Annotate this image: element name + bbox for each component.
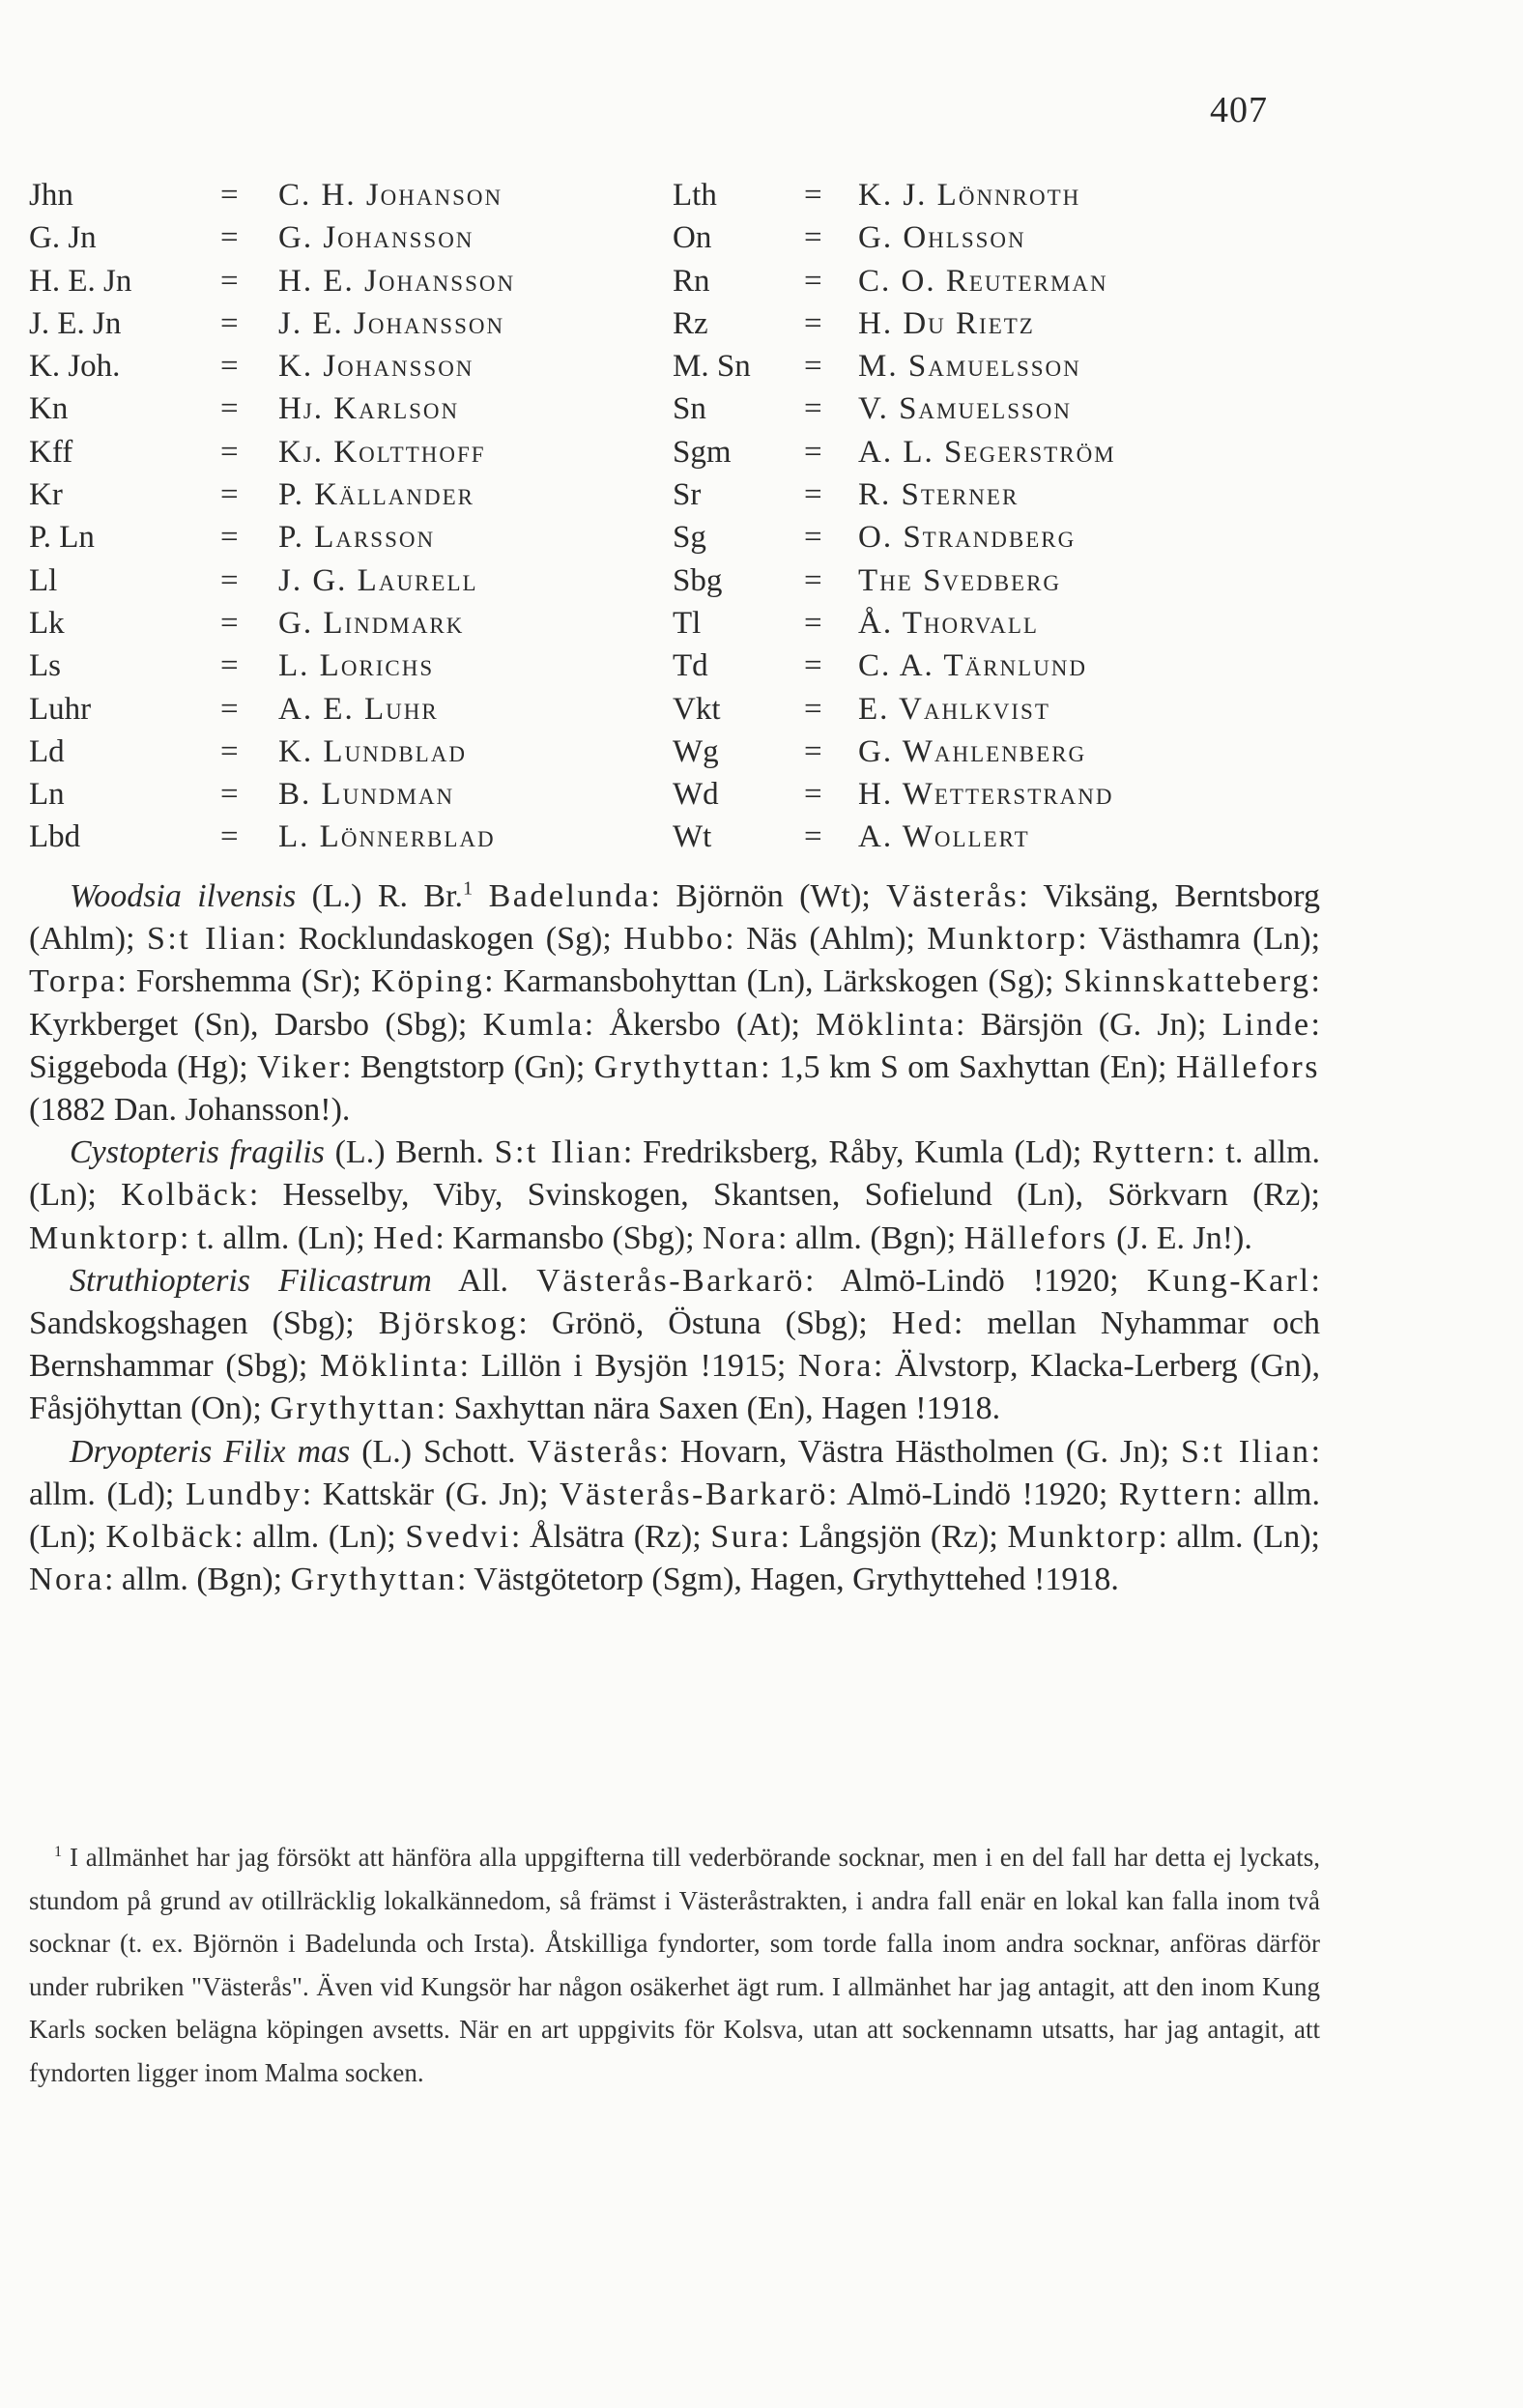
abbreviation-code: Lth [673,178,717,213]
abbreviation-code: On [673,220,712,256]
collector-name: J. G. Laurell [278,562,478,598]
collector-name: K. Lundblad [278,733,467,769]
collector-name: A. Wollert [858,819,1030,855]
collector-name: P. Larsson [278,520,436,556]
collector-name: H. Du Rietz [858,305,1035,341]
footnote-mark: 1 [54,1843,63,1860]
equals-sign: = [220,263,239,299]
equals-sign: = [220,220,239,256]
text: : allm. (Ln); [234,1519,406,1556]
equals-sign: = [220,434,239,470]
collector-name: H. Wetterstrand [858,777,1114,813]
collector-name: K. Johansson [278,349,474,385]
collector-name: Kj. Koltthoff [278,434,486,470]
equals-sign: = [804,648,822,684]
equals-sign: = [220,178,239,213]
author: All. [431,1262,537,1299]
text: : Ålsätra (Rz); [510,1519,711,1556]
equals-sign: = [804,220,822,256]
equals-sign: = [804,733,822,769]
abbreviation-code: Ls [29,648,61,684]
collector-name: P. Källander [278,477,474,513]
text: : Karmansbo (Sbg); [435,1219,704,1256]
text: : Älvstorp, Klacka-Lerberg (Gn), Fåsjöhyttan (On); [29,1348,1320,1427]
footnote-text [29,1836,1320,2094]
text: : Näs (Ahlm); [725,921,928,958]
equals-sign: = [220,605,239,641]
parish: Grythyttan [270,1390,437,1427]
parish: Nora [703,1219,778,1256]
entry-cystopteris [29,1132,1320,1260]
parish: Nora [797,1348,874,1385]
text: : Forshemma (Sr); [117,963,372,1000]
text: : allm. (Bgn); [778,1219,964,1256]
author: (L.) Schott. [350,1433,528,1470]
text: : Saxhyttan nära Saxen (En), Hagen !1918. [436,1390,1001,1427]
footnote-mark: 1 [463,877,474,900]
entry-woodsia [29,875,1320,1132]
abbreviation-code: Ln [29,777,65,813]
abbreviation-code: Kff [29,434,73,470]
abbreviation-code: Sbg [673,562,723,598]
abbreviation-code: Sr [673,477,702,513]
abbreviation-code: P. Ln [29,520,95,556]
text: : Bärsjön (G. Jn); [955,1006,1222,1043]
text: : Viksäng, Berntsborg (Ahlm); [29,878,1321,958]
abbreviation-code: Luhr [29,691,92,727]
species-name: Woodsia ilvensis [70,878,297,914]
text: : Hesselby, Viby, Svinskogen, Skantsen, Sofielund (Ln), Sörkvarn (Rz); [248,1177,1320,1214]
equals-sign: = [804,777,822,813]
text: : Bengtstorp (Gn); [342,1048,594,1085]
entry-dryopteris [29,1431,1320,1602]
collector-name: G. Ohlsson [858,220,1026,256]
collector-name: M. Samuelsson [858,349,1081,385]
species-name: Cystopteris fragilis [70,1134,325,1171]
abbreviation-code: Tl [673,605,702,641]
collector-name: R. Sterner [858,477,1020,513]
equals-sign: = [220,648,239,684]
abbreviation-code: H. E. Jn [29,263,132,299]
text: : Almö-Lindö !1920; [805,1262,1147,1299]
text: : Fredriksberg, Råby, Kumla (Ld); [622,1134,1093,1171]
equals-sign: = [220,777,239,813]
parish: S:t Ilian [1180,1433,1311,1470]
parish: Hed [891,1305,954,1342]
parish: Västerås-Barkarö [560,1476,828,1512]
abbreviation-code: Lk [29,605,65,641]
collector-name: B. Lundman [278,777,455,813]
abbreviation-table [0,174,1523,870]
abbreviation-code: Td [673,648,708,684]
equals-sign: = [804,819,822,855]
collector-name: V. Samuelsson [858,391,1073,427]
parish: Kolbäck [121,1177,249,1214]
parish: Västerås [886,878,1020,914]
equals-sign: = [804,605,822,641]
equals-sign: = [804,434,822,470]
abbreviation-code: Kn [29,391,69,427]
parish: Ryttern [1118,1476,1234,1512]
parish: Viker [257,1048,343,1085]
equals-sign: = [220,691,239,727]
collector-name: Hj. Karlson [278,391,460,427]
text: : t. allm. (Ln); [180,1219,374,1256]
parish: Sura [710,1519,781,1556]
text: : allm. (Ld); [29,1433,1321,1512]
page-number: 407 [1210,90,1268,130]
abbreviation-code: Ld [29,733,65,769]
parish: Västerås [527,1433,660,1470]
parish: Munktorp [29,1219,180,1256]
text: : Karmansbohyttan (Ln), Lärkskogen (Sg); [484,963,1064,1000]
footnote-body: I allmänhet har jag försökt att hänföra alla uppgifterna till vederbörande socknar, men i en del fall har detta ej lyckats, stundom på grund av otillräcklig lokalkännedom, så främst i Västeråstrakten, i andra fall enär en lokal kan falla inom två socknar (t. ex. Björnön i Badelunda och Irsta). Åtskilliga fyndorter, som torde falla inom andra socknar, anföras därför under rubriken "Västerås". Även vid Kungsör har någon osäkerhet ägt rum. I allmänhet har jag antagit, att den inom Kung Karls socken belägna köpingen avsetts. När en art uppgivits för Kolsva, utan att sockennamn utsatts, har jag antagit, att fyndorten ligger inom Malma socken. [29,1843,1320,2087]
abbreviation-code: G. Jn [29,220,97,256]
species-name: Struthiopteris Filicastrum [70,1262,432,1299]
collector-name: The Svedberg [858,562,1062,598]
parish: Västerås-Barkarö [536,1262,806,1299]
collector-name: E. Vahlkvist [858,691,1050,727]
collector-name: G. Johansson [278,220,474,256]
collector-name: L. Lönnerblad [278,819,496,855]
abbreviation-code: Lbd [29,819,81,855]
parish: Köping [371,963,485,1000]
abbreviation-code: Sgm [673,434,732,470]
text: : Västhamra (Ln); [1078,921,1321,958]
entry-struthiopteris [29,1260,1320,1431]
author: (L.) Bernh. [324,1134,495,1171]
collector-name: C. A. Tärnlund [858,648,1088,684]
text: : Kattskär (G. Jn); [302,1476,560,1512]
text: : Långsjön (Rz); [780,1519,1008,1556]
equals-sign: = [220,520,239,556]
text: (1882 Dan. Johansson!). [29,1092,351,1129]
parish: Kumla [482,1006,585,1043]
parish: Hällefors [963,1219,1108,1256]
parish: Lundby [185,1476,302,1512]
abbreviation-code: Rz [673,305,708,341]
collector-name: C. H. Johanson [278,178,503,213]
abbreviation-code: Rn [673,263,710,299]
parish: Möklinta [816,1006,956,1043]
text: : Siggeboda (Hg); [29,1006,1320,1085]
parish: Nora [29,1562,104,1598]
text: : Almö-Lindö !1920; [827,1476,1119,1512]
parish: Skinnskatteberg [1063,963,1311,1000]
species-name: Dryopteris Filix mas [70,1433,351,1470]
collector-name: L. Lorichs [278,648,435,684]
collector-name: A. L. Segerström [858,434,1116,470]
collector-name: C. O. Reuterman [858,263,1108,299]
parish: Björskog [378,1305,519,1342]
text: : allm. (Ln); [1158,1519,1320,1556]
abbreviation-code: Sn [673,391,706,427]
text: : allm. (Bgn); [103,1562,291,1598]
collector-name: K. J. Lönnroth [858,178,1081,213]
text: (J. E. Jn!). [1107,1219,1252,1256]
text: : Västgötetorp (Sgm), Hagen, Grythyttehed !1918. [456,1562,1119,1598]
parish: S:t Ilian [494,1134,623,1171]
parish: Hed [373,1219,436,1256]
species-list [29,875,1320,1601]
equals-sign: = [804,178,822,213]
parish: Torpa [29,963,118,1000]
abbreviation-code: Vkt [673,691,721,727]
equals-sign: = [804,263,822,299]
collector-name: G. Lindmark [278,605,465,641]
text: : Kyrkberget (Sn), Darsbo (Sbg); [29,963,1320,1043]
equals-sign: = [220,562,239,598]
equals-sign: = [804,477,822,513]
collector-name: O. Strandberg [858,520,1077,556]
parish: Munktorp [927,921,1078,958]
abbreviation-code: K. Joh. [29,349,121,385]
collector-name: Å. Thorvall [858,605,1039,641]
collector-name: H. E. Johansson [278,263,516,299]
text: : Grönö, Östuna (Sbg); [518,1305,892,1342]
footnote [29,1836,1320,2094]
parish: Grythyttan [290,1562,457,1598]
abbreviation-code: Wt [673,819,712,855]
text: : allm. (Ln); [29,1476,1320,1556]
abbreviation-code: Sg [673,520,706,556]
parish: Munktorp [1007,1519,1159,1556]
equals-sign: = [220,349,239,385]
parish: Grythyttan [593,1048,762,1085]
equals-sign: = [220,733,239,769]
text: : Rocklundaskogen (Sg); [276,921,624,958]
abbreviation-code: Ll [29,562,58,598]
equals-sign: = [804,349,822,385]
equals-sign: = [220,477,239,513]
abbreviation-code: Jhn [29,178,73,213]
text [473,878,488,914]
equals-sign: = [804,520,822,556]
equals-sign: = [220,819,239,855]
parish: Svedvi [405,1519,511,1556]
equals-sign: = [804,391,822,427]
parish: Möklinta [319,1348,460,1385]
equals-sign: = [220,391,239,427]
text: : Sandskogshagen (Sbg); [29,1262,1320,1342]
abbreviation-code: M. Sn [673,349,751,385]
parish: S:t Ilian [146,921,277,958]
parish: Hällefors [1175,1048,1320,1085]
equals-sign: = [804,305,822,341]
text: : Hovarn, Västra Hästholmen (G. Jn); [659,1433,1181,1470]
text: : Björnön (Wt); [650,878,887,914]
parish: Hubbo [623,921,726,958]
parish: Ryttern [1092,1134,1207,1171]
author: (L.) R. Br. [296,878,464,914]
collector-name: G. Wahlenberg [858,733,1087,769]
abbreviation-code: Wg [673,733,719,769]
parish: Badelunda [488,878,651,914]
abbreviation-code: Kr [29,477,63,513]
equals-sign: = [804,562,822,598]
parish: Kung-Karl [1146,1262,1311,1299]
equals-sign: = [220,305,239,341]
text: : Åkersbo (At); [584,1006,817,1043]
abbreviation-code: J. E. Jn [29,305,122,341]
text: : 1,5 km S om Saxhyttan (En); [761,1048,1176,1085]
abbreviation-code: Wd [673,777,719,813]
collector-name: J. E. Johansson [278,305,505,341]
text: : t. allm. (Ln); [29,1134,1320,1214]
text: : Lillön i Bysjön !1915; [459,1348,798,1385]
equals-sign: = [804,691,822,727]
parish: Kolbäck [105,1519,235,1556]
collector-name: A. E. Luhr [278,691,439,727]
parish: Linde [1221,1006,1311,1043]
text: : mellan Nyhammar och Bernshammar (Sbg); [29,1305,1320,1385]
